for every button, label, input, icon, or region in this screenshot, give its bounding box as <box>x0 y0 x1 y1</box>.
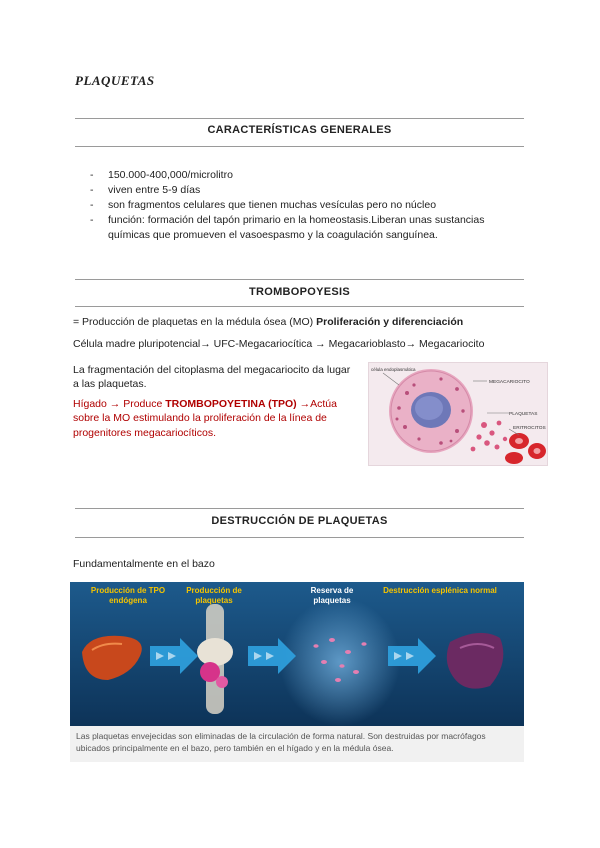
list-item: - viven entre 5-9 días <box>90 183 530 198</box>
liver-line2: sobre la MO estimulando la proliferación de la línea de <box>73 412 327 424</box>
fragmentation-line1: La fragmentación del citoplasma del megacariocito da lugar <box>73 364 351 376</box>
divider <box>75 146 524 147</box>
page-title: PLAQUETAS <box>75 73 155 88</box>
step-reserve-label: Reserva de plaquetas <box>310 586 354 605</box>
divider <box>75 537 524 538</box>
step-tpo-label: Producción de TPO endógena <box>90 586 166 605</box>
list-item: - 150.000-400,000/microlitro <box>90 168 530 183</box>
label-eritrocitos: ERITROCITOS <box>513 426 546 431</box>
liver-line3: progenitores megacariocíticos. <box>73 427 216 439</box>
section-heading-general: CARACTERÍSTICAS GENERALES <box>207 124 392 136</box>
thrombo-definition <box>73 315 533 330</box>
liver-suffix: →Actúa <box>296 398 337 410</box>
liver-line1 <box>73 397 373 412</box>
fragmentation-line2: a las plaquetas. <box>73 378 147 390</box>
general-list <box>90 168 530 243</box>
step-production-label: Producción de plaquetas <box>186 586 242 605</box>
figure-caption: Las plaquetas envejecidas son eliminadas de la circulación de forma natural. Son destruidas por macrófagos ubicados principalmente en el bazo, pero también en el hígado y en la médula ósea. <box>70 726 524 762</box>
section-heading-destroy: DESTRUCCIÓN DE PLAQUETAS <box>211 515 388 527</box>
divider <box>75 118 524 119</box>
list-item-continuation <box>90 228 530 243</box>
megakaryocyte-illustration <box>369 363 547 465</box>
tpo-bold: TROMBOPOYETINA (TPO) <box>165 398 297 410</box>
section-heading-thrombo: TROMBOPOYESIS <box>248 286 351 298</box>
liver-prefix: Hígado → Produce <box>73 398 166 410</box>
lineage-text: Célula madre pluripotencial→ UFC-Megacariocítica → Megacarioblasto→ Megacariocito <box>73 338 485 350</box>
label-megacariocito: MEGACARIOCITO <box>489 380 530 385</box>
platelet-lifecycle-figure <box>70 582 524 726</box>
divider <box>75 279 524 280</box>
step-destruction-label: Destrucción esplénica normal <box>383 586 497 595</box>
megakaryocyte-figure <box>368 362 548 466</box>
destroy-text: Fundamentalmente en el bazo <box>73 558 215 570</box>
definition-bold: Proliferación y diferenciación <box>316 316 464 328</box>
divider <box>75 306 524 307</box>
label-cell: célula endoplasmática <box>371 367 416 372</box>
list-item: - son fragmentos celulares que tienen muchas vesículas pero no núcleo <box>90 198 530 213</box>
list-item-text: químicas que promueven el vasoespasmo y la coagulación sanguínea. <box>108 229 438 241</box>
definition-text: = Producción de plaquetas en la médula ósea (MO) <box>73 316 317 328</box>
label-plaquetas: PLAQUETAS <box>509 412 538 417</box>
divider <box>75 508 524 509</box>
list-item: - función: formación del tapón primario en la homeostasis.Liberan unas sustancias <box>90 213 530 228</box>
